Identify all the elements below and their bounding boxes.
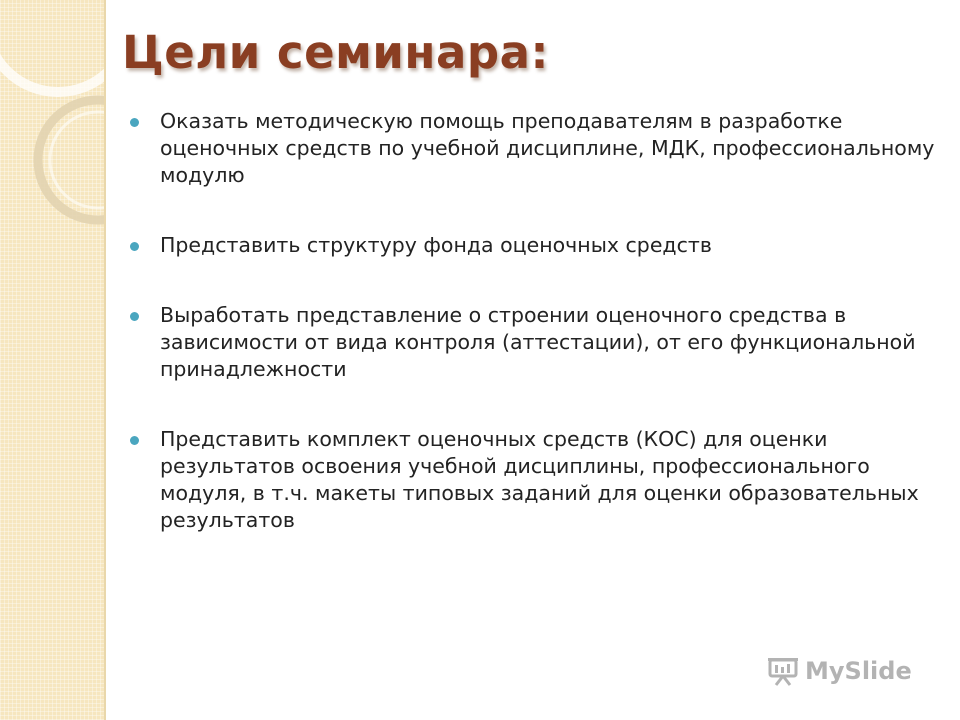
- bullet-text: Выработать представление о строении оценочного средства в зависимости от вида контроля (аттестации), от его функциональной принадлежности: [160, 303, 916, 381]
- watermark: [767, 656, 912, 686]
- bullet-text: Оказать методическую помощь преподавателям в разработке оценочных средств по учебной дисциплине, МДК, профессиональному модулю: [160, 109, 935, 187]
- bullet-dot-icon: [130, 436, 139, 445]
- bullet-list: [130, 108, 956, 577]
- bullet-dot-icon: [130, 118, 139, 127]
- bullet-dot-icon: [130, 312, 139, 321]
- bullet-text: Представить комплект оценочных средств (КОС) для оценки результатов освоения учебной дисциплины, профессионального модуля, в т.ч. макеты типовых заданий для оценки образовательных результатов: [160, 427, 919, 532]
- decorative-circles: [0, 0, 106, 260]
- watermark-text: MySlide: [805, 657, 912, 685]
- bullet-item: [130, 302, 956, 383]
- bullet-item: [130, 232, 956, 259]
- bullet-text: Представить структуру фонда оценочных средств: [160, 233, 712, 257]
- bullet-dot-icon: [130, 242, 139, 251]
- bullet-item: [130, 426, 956, 534]
- bullet-item: [130, 108, 956, 189]
- side-strip-edge: [104, 0, 106, 720]
- presentation-board-icon: [767, 656, 799, 686]
- slide-title: Цели семинара:: [122, 26, 549, 79]
- decorative-side-strip: [0, 0, 106, 720]
